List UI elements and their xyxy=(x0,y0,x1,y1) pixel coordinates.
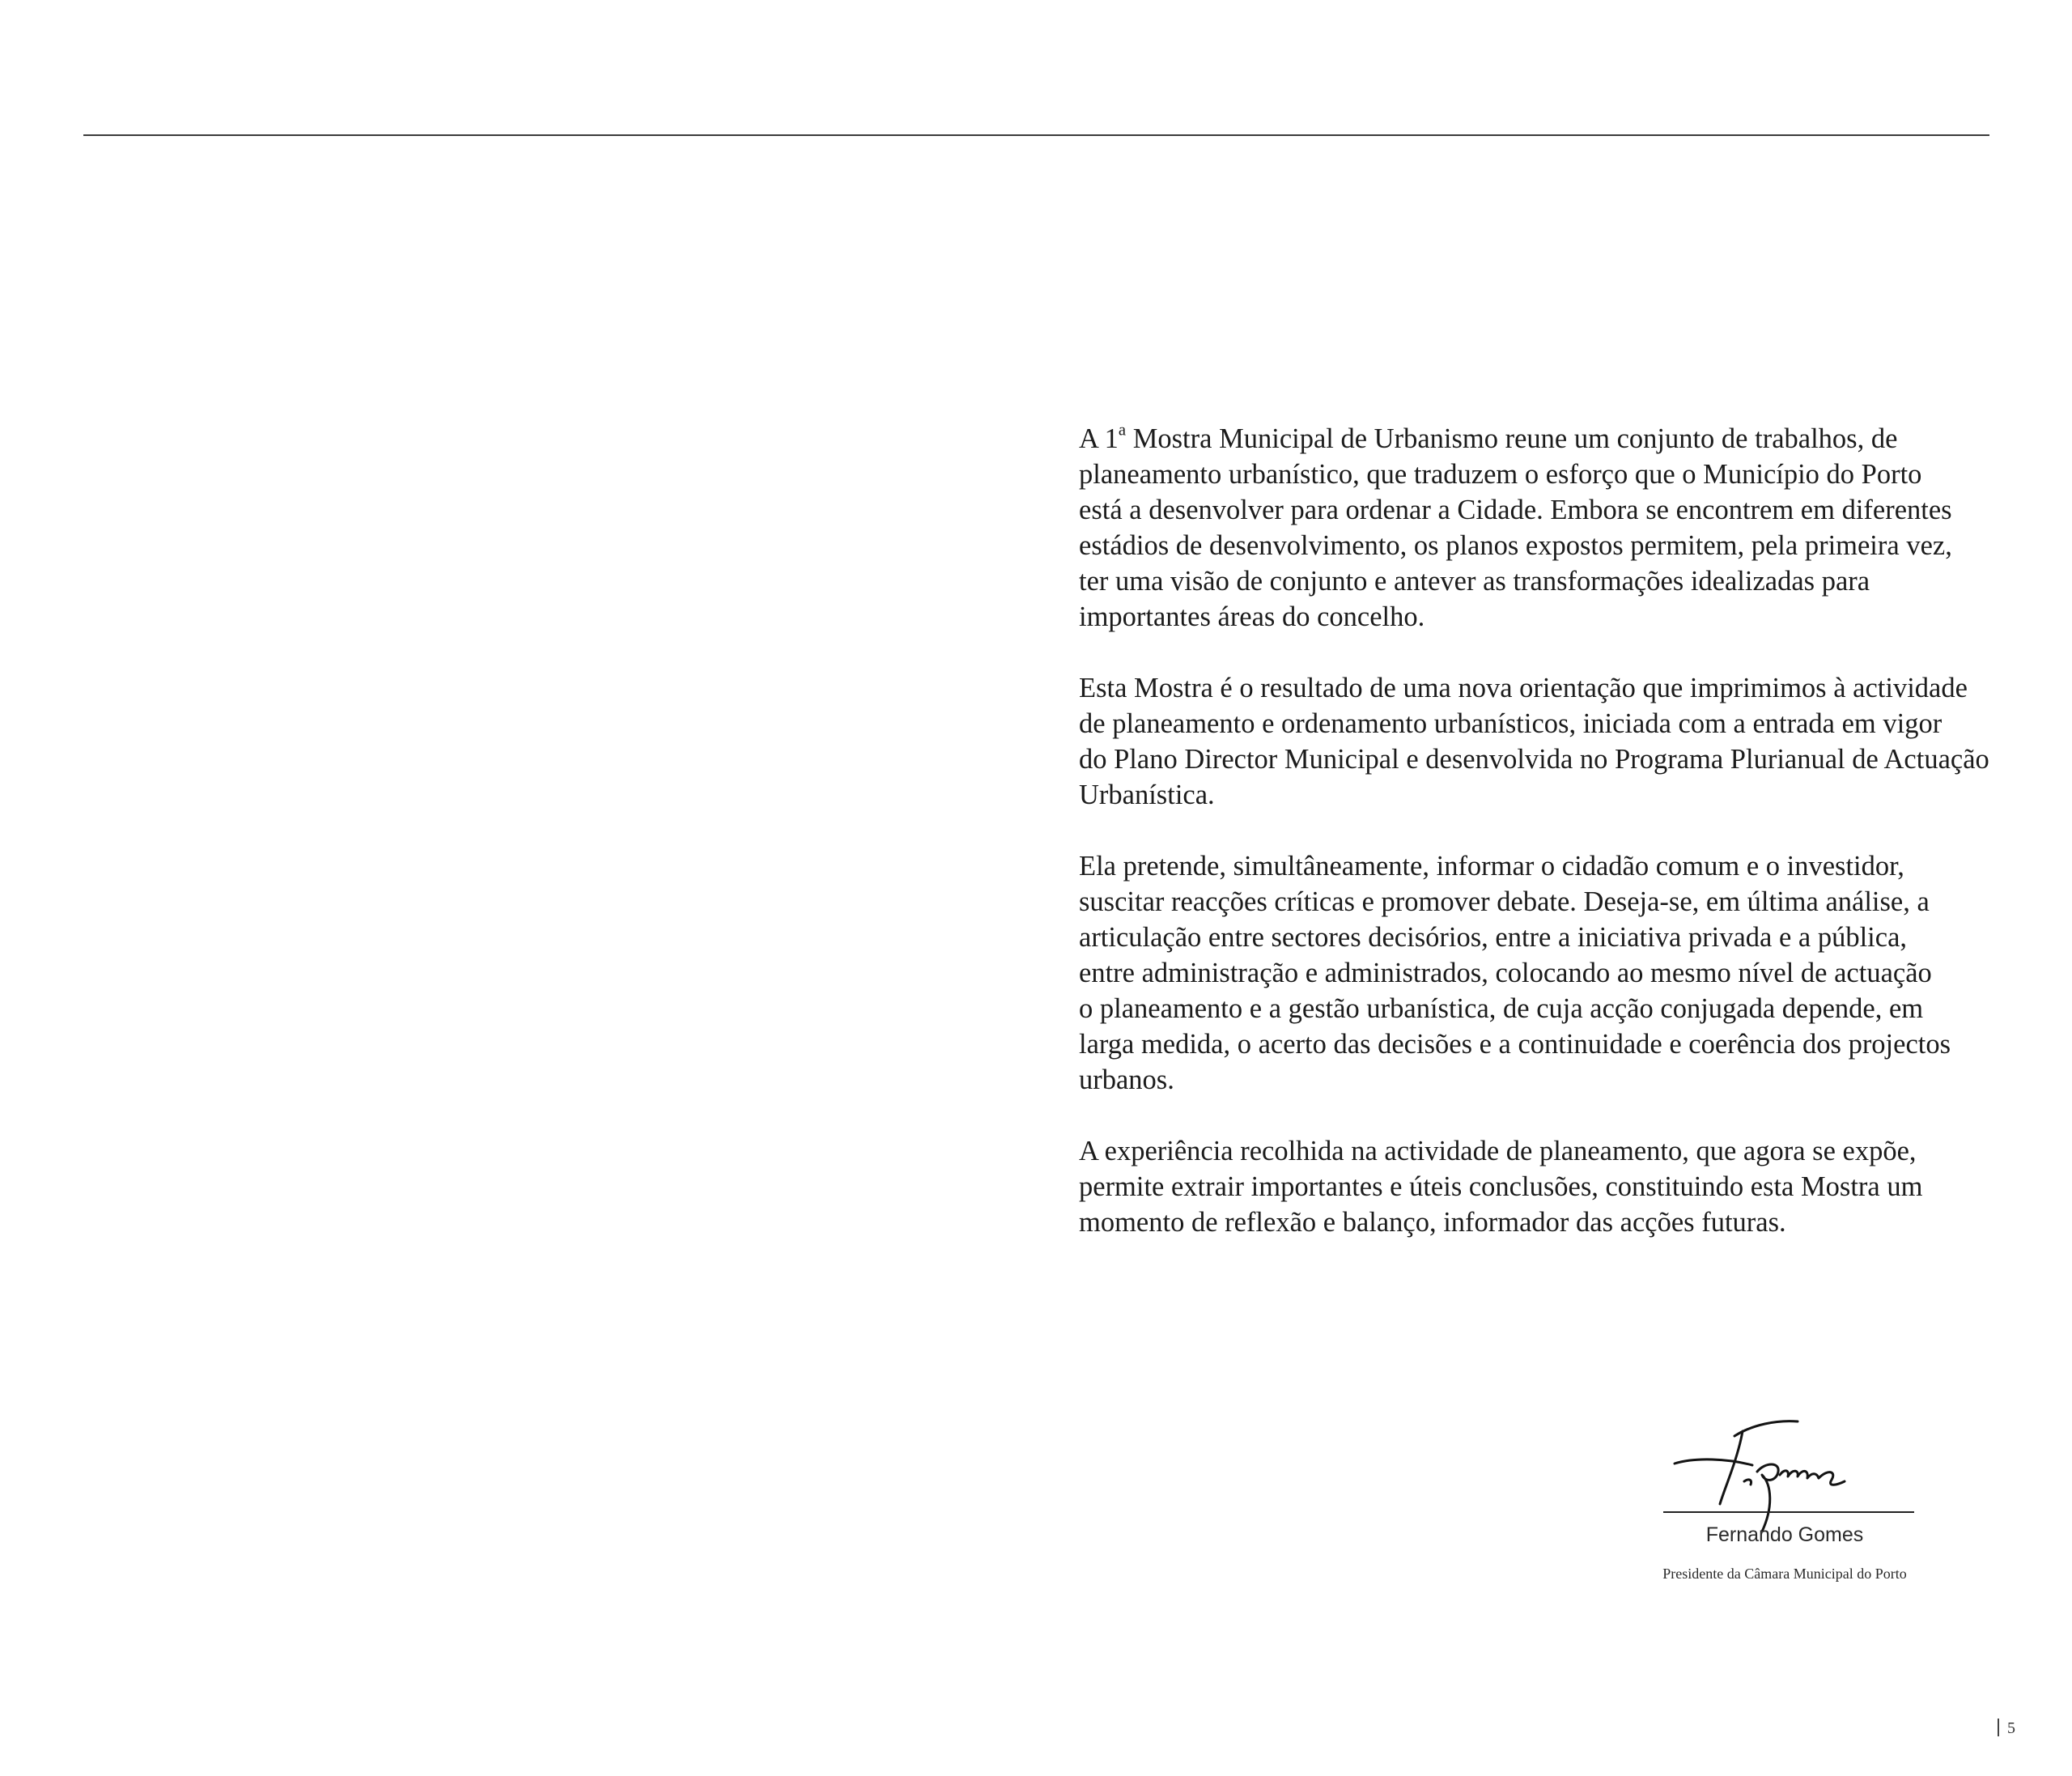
paragraph-4: A experiência recolhida na actividade de planeamento, que agora se expõe, permite extrair importantes e úteis conclusões, constituindo esta Mostra um momento de reflexão e balanço, informador das acções futuras. xyxy=(1079,1136,1923,1238)
paragraph-1-text: Mostra Municipal de Urbanismo reune um conjunto de trabalhos, de planeamento urbanístico, que traduzem o esforço que o Município do Porto está a desenvolver para ordenar a Cidade. Embora se encontrem em diferentes estádios de desenvolvimento, os planos expostos permitem, pela primeira vez, ter uma visão de conjunto e antever as transformações idealizadas para importantes áreas do concelho. xyxy=(1079,423,1952,632)
paragraph-2: Esta Mostra é o resultado de uma nova orientação que imprimimos à actividade de planeamento e ordenamento urbanísticos, iniciada com a entrada em vigor do Plano Director Municipal e desenvolvida no Programa Plurianual de Actuação Urbanística. xyxy=(1079,673,1989,810)
signature-icon xyxy=(1663,1394,1914,1532)
ordinal-superscript: a xyxy=(1118,421,1127,440)
paragraph-3: Ela pretende, simultâneamente, informar o cidadão comum e o investidor, suscitar reacções críticas e promover debate. Deseja-se, em última análise, a articulação entre sectores decisórios, entre a iniciativa privada e a pública, entre administração e administrados, colocando ao mesmo nível de actuação o planeamento e a gestão urbanística, de cuja acção conjugada depende, em larga medida, o acerto das decisões e a continuidade e coerência dos projectos urbanos. xyxy=(1079,851,1951,1095)
signer-role: Presidente da Câmara Municipal do Porto xyxy=(1662,1566,1907,1582)
page-number-value: 5 xyxy=(2007,1719,2015,1737)
header-rule xyxy=(83,134,1989,136)
paragraph-1-lead: A 1 xyxy=(1079,423,1119,454)
signer-name: Fernando Gomes xyxy=(1705,1523,1864,1546)
letter-body xyxy=(1079,421,2006,1276)
paragraph-1 xyxy=(1079,421,2006,635)
page-number-divider xyxy=(1998,1719,1999,1736)
page-number xyxy=(1998,1718,2015,1739)
